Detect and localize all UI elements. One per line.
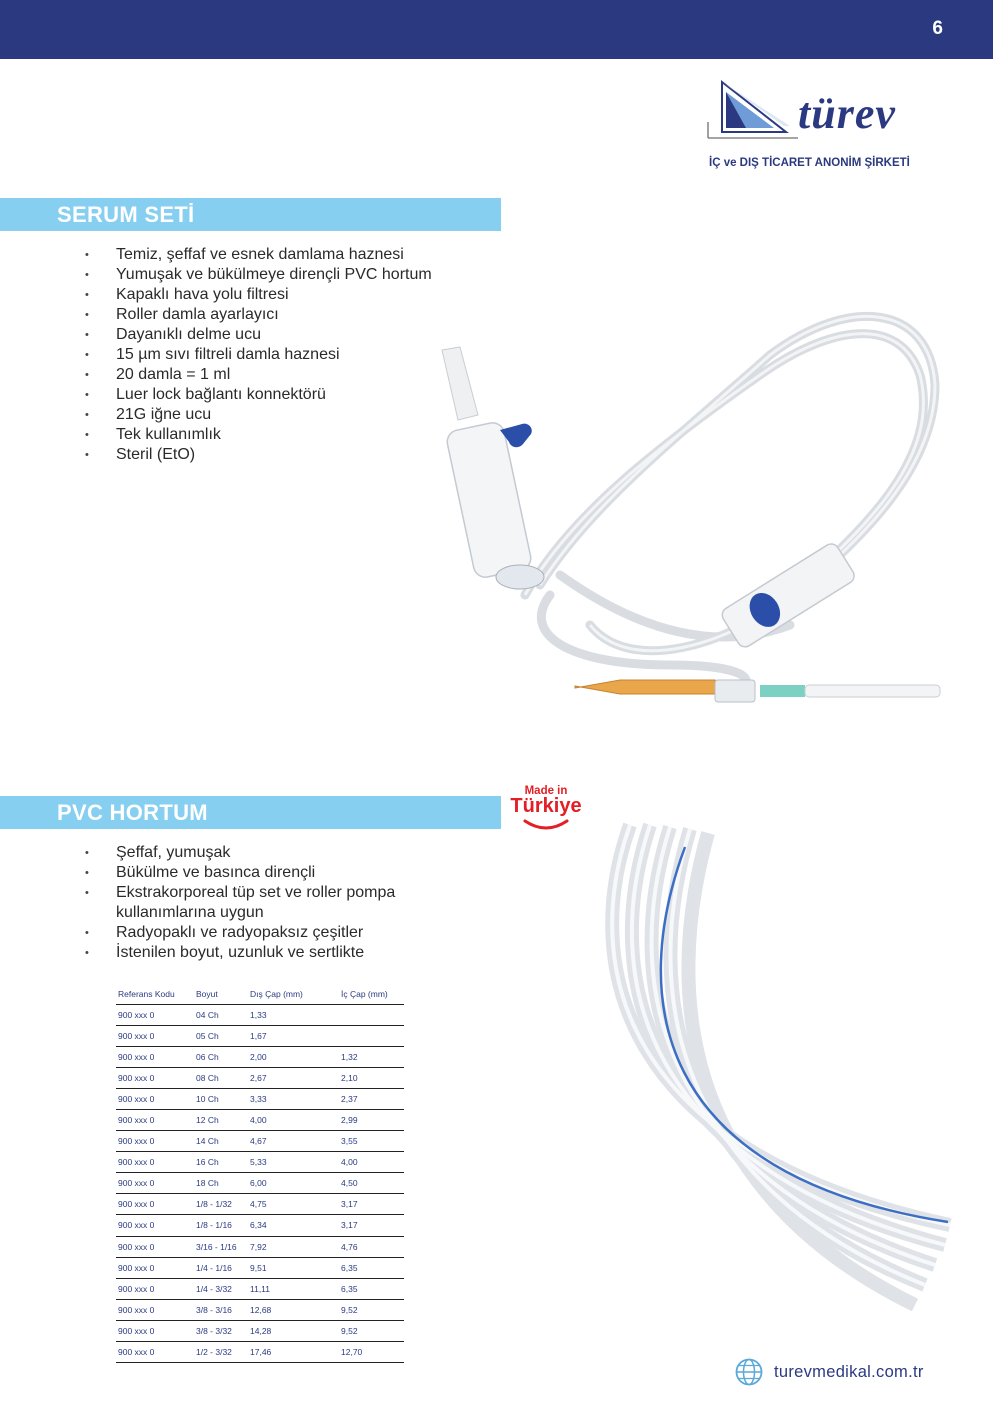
- table-cell: 04 Ch: [194, 1004, 248, 1025]
- table-cell: 06 Ch: [194, 1046, 248, 1067]
- table-cell: 4,50: [339, 1173, 404, 1194]
- table-cell: 12,68: [248, 1299, 339, 1320]
- table-cell: 900 xxx 0: [116, 1004, 194, 1025]
- table-cell: [339, 1025, 404, 1046]
- table-cell: 10 Ch: [194, 1088, 248, 1109]
- list-item: • Yumuşak ve bükülmeye dirençli PVC hortum: [85, 265, 432, 285]
- table-cell: 1,67: [248, 1025, 339, 1046]
- list-item: • 20 damla = 1 ml: [85, 365, 432, 385]
- table-cell: 9,51: [248, 1257, 339, 1278]
- table-cell: 900 xxx 0: [116, 1278, 194, 1299]
- serum-set-product-image: [430, 295, 945, 715]
- serum-section-header: [0, 198, 501, 231]
- table-cell: 900 xxx 0: [116, 1194, 194, 1215]
- table-cell: 05 Ch: [194, 1025, 248, 1046]
- table-cell: 11,11: [248, 1278, 339, 1299]
- table-cell: 900 xxx 0: [116, 1320, 194, 1341]
- table-row: [116, 1215, 404, 1236]
- table-row: [116, 1131, 404, 1152]
- table-row: [116, 1299, 404, 1320]
- table-cell: 1,33: [248, 1004, 339, 1025]
- table-cell: 3/16 - 1/16: [194, 1236, 248, 1257]
- list-item: • Kapaklı hava yolu filtresi: [85, 285, 432, 305]
- table-cell: 1/4 - 1/16: [194, 1257, 248, 1278]
- table-cell: 6,34: [248, 1215, 339, 1236]
- website-url[interactable]: turevmedikal.com.tr: [774, 1362, 924, 1381]
- page-number: 6: [932, 18, 943, 39]
- table-cell: 900 xxx 0: [116, 1131, 194, 1152]
- list-item: • Roller damla ayarlayıcı: [85, 305, 432, 325]
- col-header-inner-diameter: İç Çap (mm): [339, 987, 404, 1004]
- table-cell: 1/8 - 1/32: [194, 1194, 248, 1215]
- table-row: [116, 1046, 404, 1067]
- table-row: [116, 1278, 404, 1299]
- table-cell: 900 xxx 0: [116, 1299, 194, 1320]
- top-header-bar: [0, 0, 993, 59]
- table-cell: 4,75: [248, 1194, 339, 1215]
- table-cell: 2,00: [248, 1046, 339, 1067]
- badge-line1: Made in: [524, 785, 568, 797]
- table-cell: 2,37: [339, 1088, 404, 1109]
- company-logo: [706, 78, 946, 174]
- table-cell: 6,35: [339, 1278, 404, 1299]
- table-row: [116, 1152, 404, 1173]
- table-cell: 4,76: [339, 1236, 404, 1257]
- list-item: • 15 µm sıvı filtreli damla haznesi: [85, 345, 432, 365]
- table-row: [116, 1067, 404, 1088]
- table-row: [116, 1236, 404, 1257]
- table-cell: 900 xxx 0: [116, 1046, 194, 1067]
- table-cell: 9,52: [339, 1320, 404, 1341]
- list-item: • Bükülme ve basınca dirençli: [85, 863, 465, 883]
- list-item: • Temiz, şeffaf ve esnek damlama haznesi: [85, 245, 432, 265]
- table-cell: 900 xxx 0: [116, 1109, 194, 1130]
- table-cell: 18 Ch: [194, 1173, 248, 1194]
- table-cell: 900 xxx 0: [116, 1257, 194, 1278]
- table-cell: 3/8 - 3/16: [194, 1299, 248, 1320]
- table-cell: 6,35: [339, 1257, 404, 1278]
- table-header-row: [116, 987, 404, 1004]
- table-cell: 900 xxx 0: [116, 1215, 194, 1236]
- table-cell: 1/8 - 1/16: [194, 1215, 248, 1236]
- table-cell: 16 Ch: [194, 1152, 248, 1173]
- table-cell: 12 Ch: [194, 1109, 248, 1130]
- table-row: [116, 1173, 404, 1194]
- table-row: [116, 1194, 404, 1215]
- list-item: • Radyopaklı ve radyopaksız çeşitler: [85, 923, 465, 943]
- list-item: • Steril (EtO): [85, 445, 432, 465]
- table-row: [116, 1257, 404, 1278]
- table-row: [116, 1320, 404, 1341]
- col-header-size: Boyut: [194, 987, 248, 1004]
- website-link[interactable]: [734, 1356, 924, 1388]
- table-cell: 900 xxx 0: [116, 1067, 194, 1088]
- logo-wordmark: türev: [798, 89, 896, 138]
- list-item: • Tek kullanımlık: [85, 425, 432, 445]
- made-in-turkiye-badge: [502, 785, 590, 845]
- table-cell: 2,99: [339, 1109, 404, 1130]
- pvc-feature-list: [85, 843, 465, 963]
- table-row: [116, 1109, 404, 1130]
- list-item: • 21G iğne ucu: [85, 405, 432, 425]
- pvc-section-header: [0, 796, 501, 829]
- table-cell: 1/4 - 3/32: [194, 1278, 248, 1299]
- table-cell: 6,00: [248, 1173, 339, 1194]
- table-cell: 17,46: [248, 1342, 339, 1363]
- table-cell: 900 xxx 0: [116, 1173, 194, 1194]
- table-cell: 1/2 - 3/32: [194, 1342, 248, 1363]
- table-cell: 900 xxx 0: [116, 1152, 194, 1173]
- serum-feature-list: [85, 245, 432, 465]
- table-cell: 900 xxx 0: [116, 1025, 194, 1046]
- table-cell: 2,10: [339, 1067, 404, 1088]
- globe-icon: [734, 1357, 764, 1387]
- pvc-spec-table: [116, 987, 404, 1363]
- list-item: • Dayanıklı delme ucu: [85, 325, 432, 345]
- table-cell: 14 Ch: [194, 1131, 248, 1152]
- table-cell: 14,28: [248, 1320, 339, 1341]
- table-row: [116, 1004, 404, 1025]
- table-cell: 4,00: [339, 1152, 404, 1173]
- badge-swoosh-icon: [521, 819, 571, 831]
- pvc-section-title: PVC HORTUM: [57, 800, 208, 825]
- table-cell: [339, 1004, 404, 1025]
- table-cell: 12,70: [339, 1342, 404, 1363]
- table-cell: 3,33: [248, 1088, 339, 1109]
- table-cell: 7,92: [248, 1236, 339, 1257]
- table-row: [116, 1342, 404, 1363]
- table-cell: 3,55: [339, 1131, 404, 1152]
- table-cell: 3,17: [339, 1194, 404, 1215]
- col-header-outer-diameter: Dış Çap (mm): [248, 987, 339, 1004]
- table-cell: 1,32: [339, 1046, 404, 1067]
- table-cell: 08 Ch: [194, 1067, 248, 1088]
- list-item: • Luer lock bağlantı konnektörü: [85, 385, 432, 405]
- table-row: [116, 1088, 404, 1109]
- table-cell: 2,67: [248, 1067, 339, 1088]
- list-item: • Şeffaf, yumuşak: [85, 843, 465, 863]
- table-cell: 900 xxx 0: [116, 1236, 194, 1257]
- badge-line2: Türkiye: [510, 795, 582, 817]
- table-cell: 900 xxx 0: [116, 1088, 194, 1109]
- serum-section-title: SERUM SETİ: [57, 202, 195, 227]
- table-cell: 3,17: [339, 1215, 404, 1236]
- table-cell: 900 xxx 0: [116, 1342, 194, 1363]
- list-item: • İstenilen boyut, uzunluk ve sertlikte: [85, 943, 465, 963]
- table-cell: 5,33: [248, 1152, 339, 1173]
- logo-mark-icon: [706, 78, 798, 144]
- table-cell: 4,00: [248, 1109, 339, 1130]
- col-header-reference: Referans Kodu: [116, 987, 194, 1004]
- table-cell: 3/8 - 3/32: [194, 1320, 248, 1341]
- pvc-tube-product-image: [590, 815, 970, 1325]
- logo-subtitle: İÇ ve DIŞ TİCARET ANONİM ŞİRKETİ: [709, 157, 910, 169]
- table-row: [116, 1025, 404, 1046]
- table-cell: 4,67: [248, 1131, 339, 1152]
- table-cell: 9,52: [339, 1299, 404, 1320]
- list-item: • Ekstrakorporeal tüp set ve roller pompa kullanımlarına uygun: [85, 883, 465, 923]
